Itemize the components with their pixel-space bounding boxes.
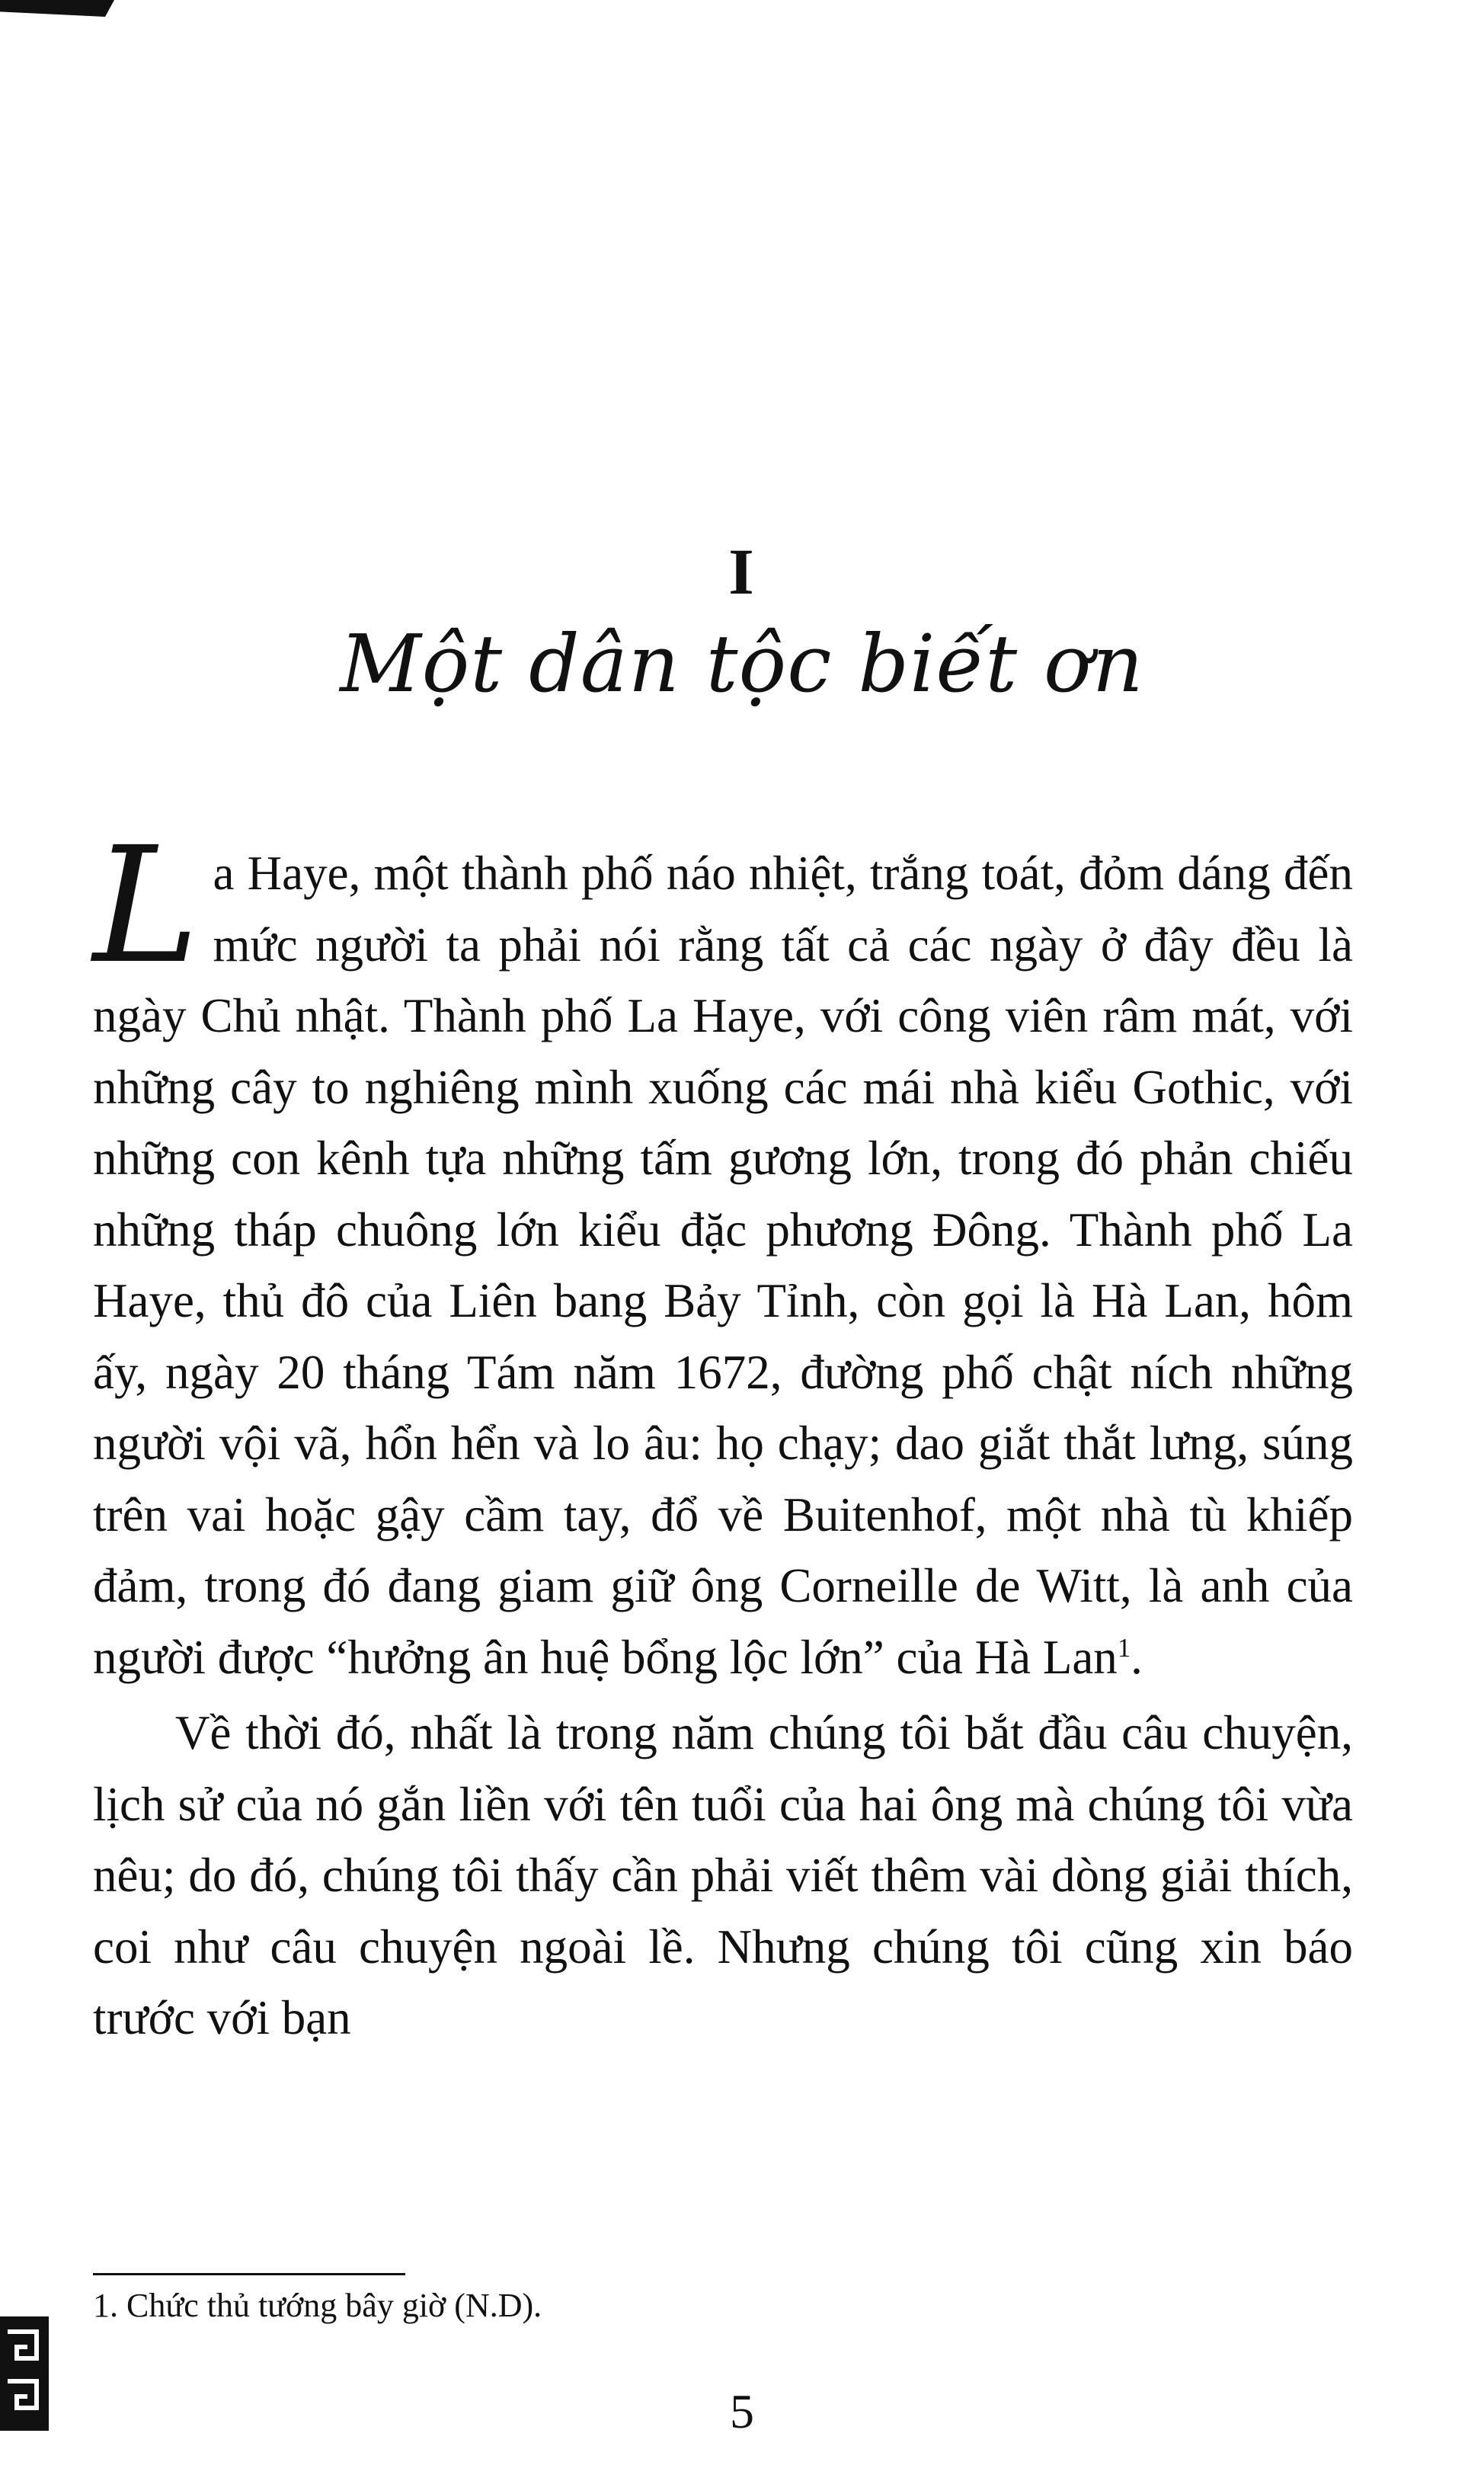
paragraph-1	[93, 812, 1353, 1693]
paragraph-1-end: .	[1131, 1630, 1143, 1684]
page-edge-mark	[0, 0, 114, 17]
footnote-reference: 1	[1117, 1633, 1131, 1663]
paragraph-1-text: a Haye, một thành phố náo nhiệt, trắng toát, đỏm dáng đến mức người ta phải nói rằng tất cả các ngày ở đây đều là ngày Chủ nhật. Thành phố La Haye, với công viên râm mát, với những cây to nghiêng mình xuống các mái nhà kiểu Gothic, với những con kênh tựa những tấm gương lớn, trong đó phản chiếu những tháp chuông lớn kiểu đặc phương Đông. Thành phố La Haye, thủ đô của Liên bang Bảy Tỉnh, còn gọi là Hà Lan, hôm ấy, ngày 20 tháng Tám năm 1672, đường phố chật ních những người vội vã, hổn hển và lo âu: họ chạy; dao giắt thắt lưng, súng trên vai hoặc gậy cầm tay, đổ về Buitenhof, một nhà tù khiếp đảm, trong đó đang giam giữ ông Corneille de Witt, là anh của người được “hưởng ân huệ bổng lộc lớn” của Hà Lan	[93, 847, 1353, 1684]
footnote: 1. Chức thủ tướng bây giờ (N.D).	[93, 2287, 542, 2324]
chapter-number: I	[728, 535, 756, 608]
body-text	[93, 812, 1353, 2054]
page-number: 5	[730, 2384, 754, 2438]
paragraph-2: Về thời đó, nhất là trong năm chúng tôi bắt đầu câu chuyện, lịch sử của nó gắn liền với tên tuổi của hai ông mà chúng tôi vừa nêu; do đó, chúng tôi thấy cần phải viết thêm vài dòng giải thích, coi như câu chuyện ngoài lề. Nhưng chúng tôi cũng xin báo trước với bạn	[93, 1706, 1353, 2044]
drop-cap: L	[93, 812, 200, 999]
footnote-divider	[93, 2273, 405, 2275]
chapter-title: Một dân tộc biết ơn	[340, 617, 1144, 710]
